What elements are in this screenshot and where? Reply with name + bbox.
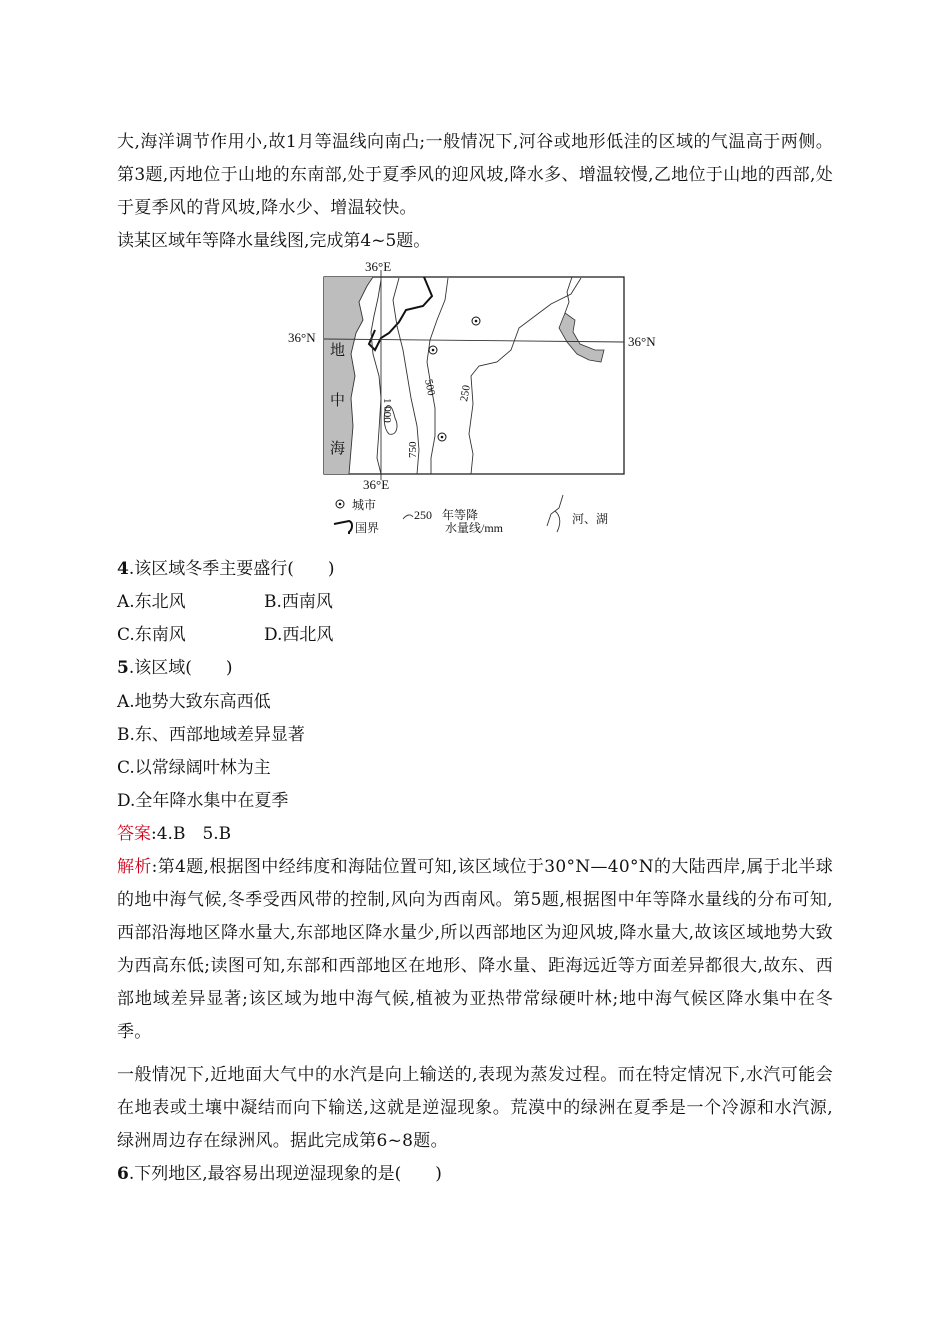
q5-stem: .该区域( ) [128, 658, 233, 678]
q6-number: 6 [117, 1164, 129, 1184]
q5-number: 5 [117, 658, 129, 678]
sea-char-1: 地 [330, 343, 346, 359]
analysis-label: 解析 [117, 857, 152, 877]
q6-stem: .下列地区,最容易出现逆湿现象的是( ) [128, 1164, 442, 1184]
q4-option-b: B.西南风 [264, 592, 333, 612]
q5-option-c: C.以常绿阔叶林为主 [117, 758, 271, 778]
q5-option-b: B.东、西部地域差异显著 [117, 725, 305, 745]
isoline-500 [427, 278, 448, 474]
legend-city-symbol [336, 500, 344, 508]
legend-border-symbol [334, 521, 352, 534]
isoline-label-750: 750 [407, 441, 419, 458]
legend-isoline-value: 250 [414, 508, 432, 522]
legend-border-label: 国界 [355, 521, 380, 535]
q4-number: 4 [117, 559, 129, 579]
q4-stem: .该区域冬季主要盛行( ) [128, 559, 335, 579]
question-5 [117, 652, 233, 685]
isoline-250 [469, 278, 581, 474]
map-frame [324, 277, 624, 474]
isoline-label-250: 250 [458, 384, 473, 403]
answer-text: :4.B 5.B [151, 824, 232, 844]
city-marker [472, 317, 480, 325]
legend-isoline-symbol [403, 515, 413, 519]
answer [117, 818, 231, 851]
lat-label-right: 36°N [628, 334, 656, 349]
legend-isoline-text-2: 水量线/mm [445, 521, 504, 535]
q5-option-d: D.全年降水集中在夏季 [117, 791, 289, 811]
q4-option-d: D.西北风 [264, 625, 334, 645]
legend-city-label: 城市 [352, 498, 377, 512]
q4-option-c: C.东南风 [117, 625, 186, 645]
legend-isoline-text-1: 年等降 [442, 508, 479, 522]
legend-river-label: 河、湖 [572, 512, 609, 526]
analysis [117, 851, 833, 1049]
isoline-1000-outer [371, 280, 381, 474]
passage: 一般情况下,近地面大气中的水汽是向上输送的,表现为蒸发过程。而在特定情况下,水汽可能会在地表或土壤中凝结而向下输送,这就是逆湿现象。荒漠中的绿洲在夏季是一个冷源和水汽源,绿洲周边存在绿洲风。据此完成第6~8题。 [117, 1065, 833, 1151]
map-prompt: 读某区域年等降水量线图,完成第4~5题。 [117, 231, 431, 251]
city-marker [438, 433, 446, 441]
sea-char-3: 海 [330, 441, 346, 457]
q4-option-a: A.东北风 [117, 592, 186, 612]
lat-label-left: 36°N [288, 330, 316, 345]
isoline-label-1000: 1 000 [381, 398, 393, 423]
legend-river-symbol [547, 495, 563, 532]
sea-char-2: 中 [330, 393, 346, 409]
q5-option-a: A.地势大致东高西低 [117, 692, 271, 712]
intro-paragraph: 大,海洋调节作用小,故1月等温线向南凸;一般情况下,河谷或地形低洼的区域的气温高于两侧。第3题,丙地位于山地的东南部,处于夏季风的迎风坡,降水多、增温较慢,乙地位于山地的西部,处于夏季风的背风坡,降水少、增温较快。 [117, 132, 833, 218]
precipitation-isoline-map [285, 258, 685, 538]
lake [559, 313, 604, 362]
isoline-label-500: 500 [422, 378, 438, 397]
answer-label: 答案 [117, 824, 151, 844]
lon-label-top: 36°E [365, 259, 392, 274]
question-4 [117, 553, 335, 586]
analysis-text: :第4题,根据图中经纬度和海陆位置可知,该区域位于30°N—40°N的大陆西岸,属于北半球的地中海气候,冬季受西风带的控制,风向为西南风。第5题,根据图中年等降水量线的分布可知,西部沿海地区降水量大,东部地区降水量少,所以西部地区为迎风坡,降水量大,故该区域地势大致为西高东低;读图可知,东部和西部地区在地形、降水量、距海远近等方面差异都很大,故东、西部地域差异显著;该区域为地中海气候,植被为亚热带常绿硬叶林;地中海气候区降水集中在冬季。 [117, 857, 833, 1042]
question-6 [117, 1158, 442, 1191]
city-marker [429, 346, 437, 354]
lon-label-bottom: 36°E [363, 477, 390, 492]
